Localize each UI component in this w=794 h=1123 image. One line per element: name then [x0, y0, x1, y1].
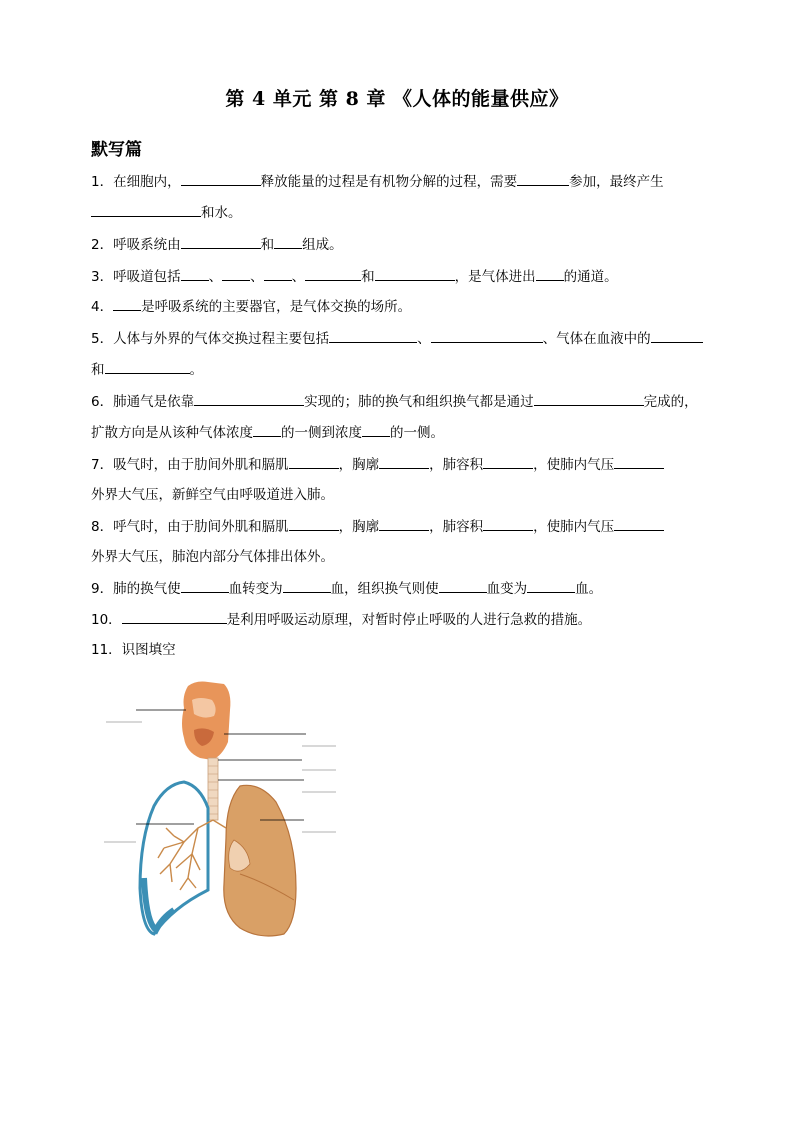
question-8-line-1 [91, 517, 664, 536]
q1-text-d: 和水。 [201, 205, 242, 221]
q10-blank-1[interactable] [122, 610, 227, 624]
q4-text-a: 4． [91, 299, 114, 315]
q5-text-a: 5．人体与外界的气体交换过程主要包括 [91, 331, 330, 347]
q9-text-e: 血。 [575, 581, 603, 597]
q8-blank-1[interactable] [289, 517, 339, 531]
q9-text-a: 9．肺的换气使 [91, 581, 181, 597]
q7-text-b: ，胸廓 [338, 457, 380, 473]
q6-blank-3[interactable] [253, 423, 281, 437]
nasal-cavity [192, 698, 216, 718]
q4-text-b: 是呼吸系统的主要器官，是气体交换的场所。 [141, 299, 412, 315]
q6-text-b: 实现的；肺的换气和组织换气都是通过 [304, 394, 534, 410]
q7-text-d: ，使肺内气压 [533, 457, 615, 473]
question-7-line-1 [91, 455, 664, 474]
q1-blank-3[interactable] [91, 203, 201, 217]
page-title: 第 4 单元 第 8 章 《人体的能量供应》 [225, 88, 569, 110]
q7-blank-1[interactable] [289, 455, 339, 469]
q9-text-d: 血变为 [486, 581, 528, 597]
question-6-line-1 [91, 392, 698, 411]
q9-blank-3[interactable] [439, 579, 487, 593]
question-2 [91, 235, 343, 254]
q7-blank-3[interactable] [483, 455, 533, 469]
q3-text-c: 的通道。 [563, 269, 618, 285]
q9-text-b: 血转变为 [228, 581, 283, 597]
q8-text-c: ，肺容积 [429, 519, 484, 535]
q3-blank-1[interactable] [181, 267, 209, 281]
q5-blank-2[interactable] [431, 329, 543, 343]
q3-sep: 、 [291, 269, 306, 285]
q9-text-c: 血，组织换气则使 [330, 581, 439, 597]
question-10 [91, 610, 591, 629]
q3-text-b: ，是气体进出 [454, 269, 536, 285]
q7-blank-2[interactable] [379, 455, 429, 469]
q7-text-c: ，肺容积 [429, 457, 484, 473]
q5-text-d: 。 [189, 362, 203, 378]
q6-text-a: 6．肺通气是依靠 [91, 394, 195, 410]
question-1-line-1 [91, 172, 664, 191]
q8-blank-4[interactable] [614, 517, 664, 531]
q1-blank-2[interactable] [517, 172, 569, 186]
head-region [182, 682, 230, 761]
q4-blank-1[interactable] [113, 297, 141, 311]
q2-blank-2[interactable] [274, 235, 302, 249]
q7-blank-4[interactable] [614, 455, 664, 469]
q1-text-b: 释放能量的过程是有机物分解的过程，需要 [260, 174, 518, 190]
q1-text-a: 1．在细胞内， [91, 174, 181, 190]
q6-blank-4[interactable] [362, 423, 390, 437]
question-1-line-2 [91, 203, 242, 222]
q8-text-e: 外界大气压，肺泡内部分气体排出体外。 [91, 549, 334, 565]
q5-blank-3[interactable] [651, 329, 703, 343]
q8-blank-2[interactable] [379, 517, 429, 531]
question-9 [91, 579, 602, 598]
q6-blank-2[interactable] [534, 392, 644, 406]
question-8-line-2 [91, 548, 334, 566]
q5-text-c: 和 [91, 362, 105, 378]
q10-text-b: 是利用呼吸运动原理，对暂时停止呼吸的人进行急救的措施。 [226, 612, 592, 628]
q6-blank-1[interactable] [194, 392, 304, 406]
q5-blank-4[interactable] [105, 360, 190, 374]
question-6-line-2 [91, 423, 444, 442]
q3-blank-3[interactable] [264, 267, 292, 281]
q8-text-a: 8．呼气时，由于肋间外肌和膈肌 [91, 519, 289, 535]
q2-text-c: 组成。 [302, 237, 343, 253]
q3-blank-6[interactable] [536, 267, 564, 281]
q1-text-c: 参加，最终产生 [569, 174, 664, 190]
q5-blank-1[interactable] [329, 329, 417, 343]
q10-text-a: 10． [91, 612, 122, 628]
q2-text-a: 2．呼吸系统由 [91, 237, 181, 253]
q2-blank-1[interactable] [181, 235, 261, 249]
question-5-line-1 [91, 329, 703, 348]
q6-text-f: 的一侧。 [390, 425, 444, 441]
q8-blank-3[interactable] [483, 517, 533, 531]
question-4 [91, 297, 411, 316]
q11-text-a: 11．识图填空 [91, 642, 176, 658]
question-7-line-2 [91, 486, 334, 504]
q7-text-a: 7．吸气时，由于肋间外肌和膈肌 [91, 457, 289, 473]
q3-and: 和 [361, 269, 375, 285]
q2-text-b: 和 [260, 237, 275, 253]
question-11 [91, 641, 176, 659]
section-heading: 默写篇 [91, 140, 142, 160]
q1-blank-1[interactable] [181, 172, 261, 186]
q8-text-b: ，胸廓 [338, 519, 380, 535]
q3-blank-2[interactable] [222, 267, 250, 281]
q5-text-b: 、气体在血液中的 [542, 331, 651, 347]
q3-blank-5[interactable] [375, 267, 455, 281]
q6-text-e: 的一侧到浓度 [281, 425, 362, 441]
q5-sep: 、 [417, 331, 431, 347]
q6-text-c: 完成的， [643, 394, 698, 410]
q3-blank-4[interactable] [305, 267, 361, 281]
question-5-line-2 [91, 360, 203, 379]
q7-text-e: 外界大气压，新鲜空气由呼吸道进入肺。 [91, 487, 334, 503]
respiratory-system-illustration [100, 678, 340, 940]
question-3 [91, 267, 618, 286]
q6-text-d: 扩散方向是从该种气体浓度 [91, 425, 253, 441]
q3-sep: 、 [208, 269, 223, 285]
q9-blank-2[interactable] [283, 579, 331, 593]
q3-text-a: 3．呼吸道包括 [91, 269, 181, 285]
q8-text-d: ，使肺内气压 [533, 519, 615, 535]
q3-sep: 、 [250, 269, 264, 285]
q9-blank-1[interactable] [181, 579, 229, 593]
q9-blank-4[interactable] [527, 579, 575, 593]
